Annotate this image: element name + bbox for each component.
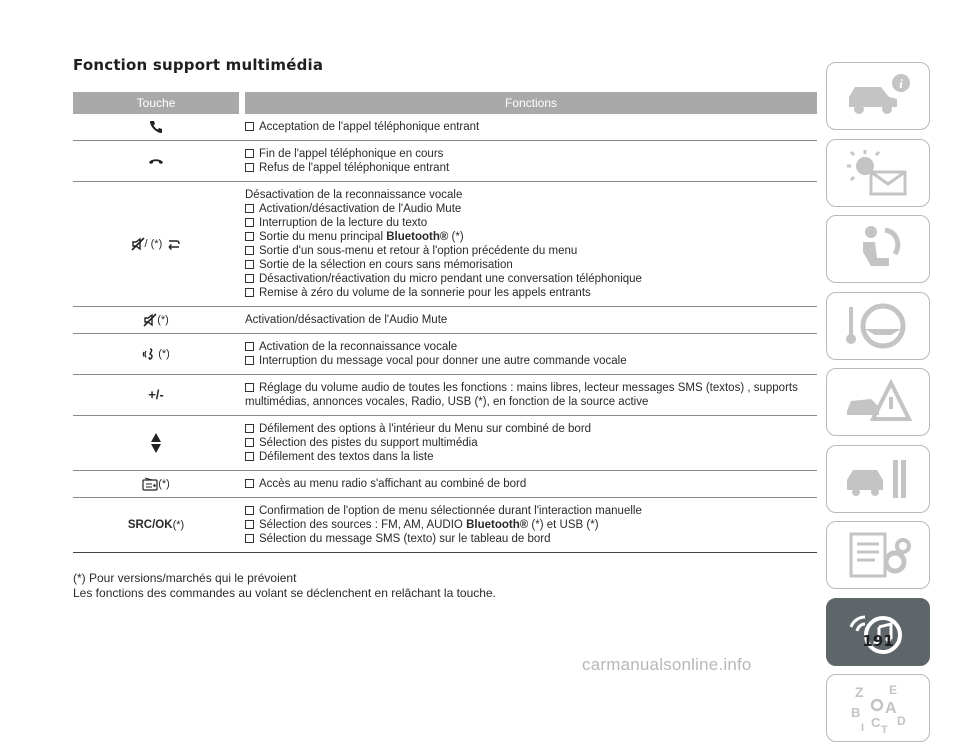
page-number: 191 (862, 632, 894, 650)
table-row (73, 307, 817, 334)
list-item: Sélection des sources : FM, AM, AUDIO Bluetooth® (*) et USB (*) (245, 518, 817, 532)
nav-tab-technical-data[interactable] (826, 521, 930, 589)
nav-tab-safety[interactable] (826, 215, 930, 283)
nav-tab-starting-driving[interactable] (826, 292, 930, 360)
function-table (73, 92, 817, 553)
index-letter: Z (855, 684, 864, 700)
checkbox-bullet (245, 438, 254, 447)
nav-tab-index[interactable] (826, 674, 930, 742)
key-cell (73, 141, 239, 182)
footnote: (*) Pour versions/marchés qui le prévoient Les fonctions des commandes au volant se déclenchent en relâchant la touche. (73, 571, 496, 600)
checkbox-bullet (245, 288, 254, 297)
steering-wheel-icon (841, 299, 915, 353)
list-item: Défilement des options à l'intérieur du Menu sur combiné de bord (245, 422, 817, 436)
nav-tab-emergency[interactable] (826, 368, 930, 436)
watermark: carmanualsonline.info (582, 655, 752, 674)
table-header (73, 92, 817, 114)
radio-menu-icon (142, 477, 158, 491)
list-item: Accès au menu radio s'affichant au combiné de bord (245, 477, 817, 491)
table-row (73, 141, 817, 182)
index-letter: B (851, 705, 861, 720)
checkbox-bullet (245, 163, 254, 172)
checkbox-bullet (245, 246, 254, 255)
key-cell (73, 416, 239, 471)
checkbox-bullet (245, 383, 254, 392)
back-icon (165, 238, 181, 250)
list-item: Sélection des pistes du support multimédia (245, 436, 817, 450)
checkbox-bullet (245, 424, 254, 433)
list-item: Interruption de la lecture du texto (245, 216, 817, 230)
table-row (73, 471, 817, 498)
list-item: Refus de l'appel téléphonique entrant (245, 161, 817, 175)
functions-cell (245, 141, 817, 182)
car-info-icon (841, 69, 915, 123)
table-row (73, 114, 817, 141)
header-key: Touche (73, 92, 239, 114)
index-letter: T (881, 724, 888, 736)
list-item: Sortie de la sélection en cours sans mémorisation (245, 258, 817, 272)
nav-tab-maintenance[interactable] (826, 445, 930, 513)
mute-icon (131, 237, 145, 251)
page-title: Fonction support multimédia (73, 56, 324, 74)
checkbox-bullet (245, 149, 254, 158)
list-item: Remise à zéro du volume de la sonnerie pour les appels entrants (245, 286, 817, 300)
functions-cell: Désactivation de la reconnaissance vocale Activation/désactivation de l'Audio Mute Interruption de la lecture du texto Sortie du menu principal Bluetooth® (*) Sortie d'un sous-menu et retour à l'option précédente du menu Sortie de la sélection en cours sans mémorisation Désactivation/réactivation du micro pendant une conversation téléphonique Remise à zéro du volume de la sonnerie pour les appels entrants (245, 182, 817, 307)
index-letter: I (861, 722, 865, 734)
table-row (73, 375, 817, 416)
key-cell: SRC/OK(*) (73, 498, 239, 553)
key-cell: (*) (73, 307, 239, 334)
nav-tab-warning-lights[interactable] (826, 139, 930, 207)
list-item: Activation de la reconnaissance vocale (245, 340, 817, 354)
phone-hangup-icon (148, 155, 164, 167)
key-cell: / (*) (73, 182, 239, 307)
key-cell (73, 114, 239, 141)
functions-cell (245, 471, 817, 498)
list-item: Fin de l'appel téléphonique en cours (245, 147, 817, 161)
volume-key-label: +/- (148, 386, 164, 402)
index-letter: E (889, 683, 898, 697)
voice-command-icon (142, 347, 158, 361)
src-ok-key-label: SRC/OK (127, 519, 173, 531)
arrow-down-icon (151, 444, 161, 453)
checkbox-bullet (245, 232, 254, 241)
table-row (73, 416, 817, 471)
checkbox-bullet (245, 342, 254, 351)
list-item: Sortie d'un sous-menu et retour à l'option précédente du menu (245, 244, 817, 258)
car-service-icon (841, 452, 915, 506)
functions-cell (245, 334, 817, 375)
index-letter: D (897, 714, 906, 728)
list-item: Acceptation de l'appel téléphonique entrant (245, 120, 817, 134)
key-cell: (*) (73, 471, 239, 498)
table-row (73, 182, 817, 307)
key-cell (73, 375, 239, 416)
checkbox-bullet (245, 520, 254, 529)
list-item: Interruption du message vocal pour donner une autre commande vocale (245, 354, 817, 368)
list-item: Désactivation/réactivation du micro pendant une conversation téléphonique (245, 272, 817, 286)
list-item: Sélection du message SMS (texto) sur le tableau de bord (245, 532, 817, 546)
phone-answer-icon (148, 119, 164, 135)
checkbox-bullet (245, 356, 254, 365)
checkbox-bullet (245, 204, 254, 213)
list-item: Confirmation de l'option de menu sélectionnée durant l'interaction manuelle (245, 504, 817, 518)
key-cell: (*) (73, 334, 239, 375)
checkbox-bullet (245, 274, 254, 283)
technical-data-icon (841, 528, 915, 582)
functions-cell: Activation/désactivation de l'Audio Mute (245, 307, 817, 334)
list-item: Sortie du menu principal Bluetooth® (*) (245, 230, 817, 244)
seat-airbag-icon (841, 222, 915, 276)
nav-tab-car-info[interactable] (826, 62, 930, 130)
checkbox-bullet (245, 260, 254, 269)
table-row (73, 498, 817, 553)
checkbox-bullet (245, 218, 254, 227)
table-row (73, 334, 817, 375)
index-letter: A (885, 700, 897, 717)
functions-cell (245, 114, 817, 141)
list-item: Réglage du volume audio de toutes les fonctions : mains libres, lecteur messages SMS (textos) , supports (245, 381, 817, 395)
functions-cell (245, 498, 817, 553)
checkbox-bullet (245, 479, 254, 488)
header-functions: Fonctions (245, 92, 817, 114)
checkbox-bullet (245, 452, 254, 461)
mute-icon (143, 313, 157, 327)
arrow-up-icon (151, 433, 161, 442)
index-letter: C (871, 715, 881, 730)
checkbox-bullet (245, 506, 254, 515)
warning-lights-icon (841, 146, 915, 200)
alphabetical-index-icon (841, 681, 915, 735)
checkbox-bullet (245, 534, 254, 543)
functions-cell (245, 416, 817, 471)
svg-text:i: i (899, 76, 903, 91)
functions-cell: Réglage du volume audio de toutes les fonctions : mains libres, lecteur messages SMS (textos) , supports multimédias, annonces vocales, Radio, USB (*), en fonction de la source active (245, 375, 817, 416)
emergency-triangle-icon (841, 375, 915, 429)
checkbox-bullet (245, 122, 254, 131)
list-item: Défilement des textos dans la liste (245, 450, 817, 464)
list-item: Activation/désactivation de l'Audio Mute (245, 202, 817, 216)
